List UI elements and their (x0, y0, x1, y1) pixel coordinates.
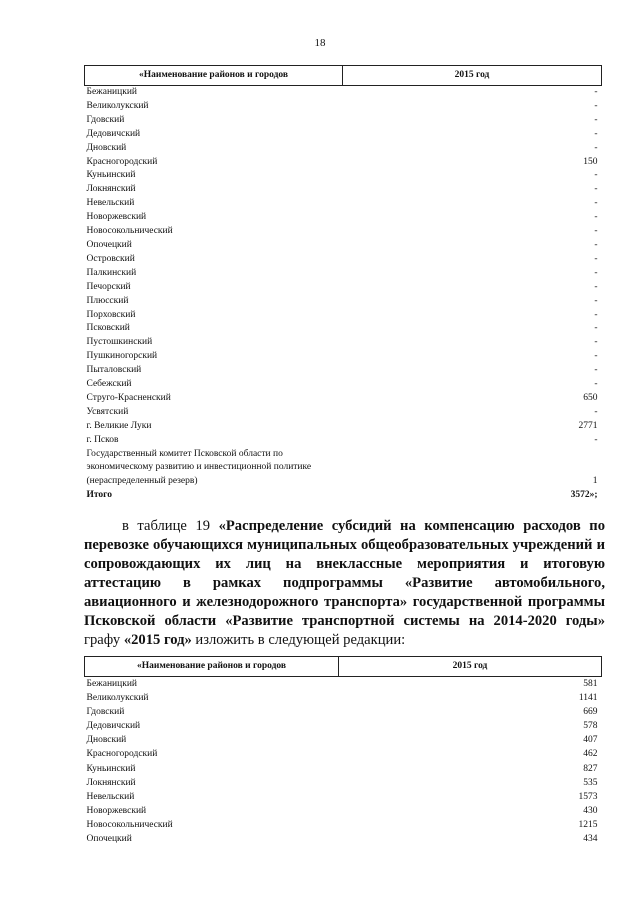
table-row (85, 420, 602, 434)
paragraph-end: изложить в следующей редакции: (195, 632, 406, 648)
district-value: - (594, 253, 598, 264)
committee-label: Государственный комитет Псковской области по экономическому развитию и инвестиционной политике (нераспределенный резерв) (86, 448, 312, 487)
table-row-committee (85, 448, 602, 490)
district-value: - (594, 114, 598, 125)
table-row (85, 378, 602, 392)
table-row (85, 434, 602, 448)
table-row (85, 169, 602, 183)
district-name: Опочецкий (86, 834, 132, 845)
district-value: - (594, 434, 598, 445)
district-name: Усвятский (86, 406, 129, 417)
district-name: Новосокольнический (86, 819, 173, 830)
page-number: 18 (314, 37, 326, 49)
table-row (85, 197, 602, 211)
district-name: Дедовичский (86, 128, 141, 139)
district-value: - (594, 281, 598, 292)
table-row (85, 762, 602, 776)
subsidy-table-1 (84, 65, 602, 503)
table-header-row (85, 66, 602, 86)
table-row (85, 156, 602, 170)
table-row (85, 804, 602, 818)
district-value: 1141 (578, 693, 598, 704)
paragraph-column: «2015 год» (123, 632, 192, 648)
table-body (85, 677, 602, 847)
district-value: 150 (583, 156, 598, 167)
table-row (85, 211, 602, 225)
district-name: Струго-Красненский (86, 392, 171, 403)
district-name: Пустошкинский (86, 337, 153, 348)
district-value: - (594, 406, 598, 417)
district-name: Локнянский (86, 184, 136, 195)
district-name: Печорский (86, 281, 131, 292)
table-row (85, 100, 602, 114)
district-value: 2771 (578, 420, 598, 431)
district-name: Себежский (86, 379, 132, 390)
district-value: 578 (583, 721, 598, 732)
district-value: - (594, 309, 598, 320)
table-row (85, 114, 602, 128)
district-name: Пушкиногорский (86, 351, 158, 362)
district-value: - (594, 239, 598, 250)
table-row (85, 705, 602, 719)
table-row (85, 733, 602, 747)
district-name: Плюсский (86, 295, 129, 306)
column-header-district: «Наименование районов и городов (85, 66, 343, 86)
amendment-paragraph (84, 517, 605, 650)
district-name: Бежаницкий (86, 679, 137, 689)
district-name: Порховский (86, 309, 136, 320)
table-body (85, 86, 602, 448)
column-header-district: «Наименование районов и городов (85, 657, 339, 677)
district-value: 430 (583, 805, 598, 816)
district-value: - (594, 351, 598, 362)
table-row (85, 239, 602, 253)
table-row-total (85, 489, 602, 503)
district-name: Палкинский (86, 267, 137, 278)
district-value: - (594, 379, 598, 390)
table-row (85, 818, 602, 832)
table-row (85, 309, 602, 323)
table-row (85, 747, 602, 761)
district-name: г. Великие Луки (86, 420, 152, 431)
paragraph-mid: графу (84, 632, 121, 648)
table-row (85, 183, 602, 197)
paragraph-intro: в таблице 19 (122, 518, 211, 534)
district-name: Невельский (86, 791, 135, 802)
table-row (85, 350, 602, 364)
district-value: - (594, 100, 598, 111)
district-value: - (594, 295, 598, 306)
district-value: - (594, 365, 598, 376)
district-value: - (594, 323, 598, 334)
district-name: Дновский (86, 735, 127, 746)
committee-value: 1 (592, 476, 598, 487)
district-value: 650 (583, 392, 598, 403)
district-name: Псковский (86, 323, 130, 334)
subsidy-table-2 (84, 656, 602, 846)
district-name: Великолукский (86, 693, 149, 704)
district-value: 1573 (578, 791, 598, 802)
district-value: - (594, 128, 598, 139)
table-row (85, 719, 602, 733)
table-row (85, 281, 602, 295)
district-value: 1215 (578, 819, 598, 830)
district-value: 462 (583, 749, 598, 760)
district-name: Красногородский (86, 749, 158, 760)
table-header-row (85, 657, 602, 677)
district-value: 669 (583, 707, 598, 718)
district-value: 581 (583, 679, 598, 689)
district-value: 407 (583, 735, 598, 746)
column-header-year: 2015 год (339, 657, 602, 677)
table-row (85, 142, 602, 156)
district-value: 827 (583, 763, 598, 774)
table-row (85, 267, 602, 281)
table-row (85, 253, 602, 267)
total-value: 3572»; (570, 490, 598, 501)
table-row (85, 776, 602, 790)
table-row (85, 677, 602, 692)
district-value: - (594, 267, 598, 278)
column-header-year: 2015 год (343, 66, 602, 86)
table-row (85, 691, 602, 705)
district-name: Куньинский (86, 763, 136, 774)
table-row (85, 128, 602, 142)
district-value: 434 (583, 834, 598, 845)
district-value: - (594, 87, 598, 97)
table-row (85, 364, 602, 378)
table-row (85, 86, 602, 100)
district-value: - (594, 198, 598, 209)
district-value: - (594, 337, 598, 348)
district-name: Бежаницкий (86, 87, 137, 97)
district-name: Дедовичский (86, 721, 141, 732)
district-name: Опочецкий (86, 239, 132, 250)
paragraph-title: «Распределение субсидий на компенсацию расходов по перевозке обучающихся муниципальных общеобразовательных учреждений и сопровождающих их лиц на внеклассные мероприятия и итоговую аттестацию в рамках подпрограммы «Развитие автомобильного, авиационного и железнодорожного транспорта» государственной программы Псковской области «Развитие транспортной системы на 2014-2020 годы» (84, 518, 605, 629)
table-row (85, 790, 602, 804)
district-name: Новоржевский (86, 805, 147, 816)
table-row (85, 832, 602, 846)
district-name: Гдовский (86, 114, 125, 125)
district-name: Великолукский (86, 100, 149, 111)
district-name: Новоржевский (86, 212, 147, 223)
district-value: 535 (583, 777, 598, 788)
district-name: Локнянский (86, 777, 136, 788)
district-value: - (594, 184, 598, 195)
district-name: Красногородский (86, 156, 158, 167)
district-name: г. Псков (86, 434, 119, 445)
table-row (85, 295, 602, 309)
total-label: Итого (86, 490, 113, 501)
table-row (85, 322, 602, 336)
district-value: - (594, 212, 598, 223)
table-row (85, 336, 602, 350)
district-name: Куньинский (86, 170, 136, 181)
district-value: - (594, 170, 598, 181)
district-value: - (594, 142, 598, 153)
table-row (85, 392, 602, 406)
table-row (85, 225, 602, 239)
district-name: Пыталовский (86, 365, 142, 376)
district-name: Гдовский (86, 707, 125, 718)
district-value: - (594, 226, 598, 237)
district-name: Невельский (86, 198, 135, 209)
district-name: Островский (86, 253, 135, 264)
table-row (85, 406, 602, 420)
district-name: Новосокольнический (86, 226, 173, 237)
district-name: Дновский (86, 142, 127, 153)
